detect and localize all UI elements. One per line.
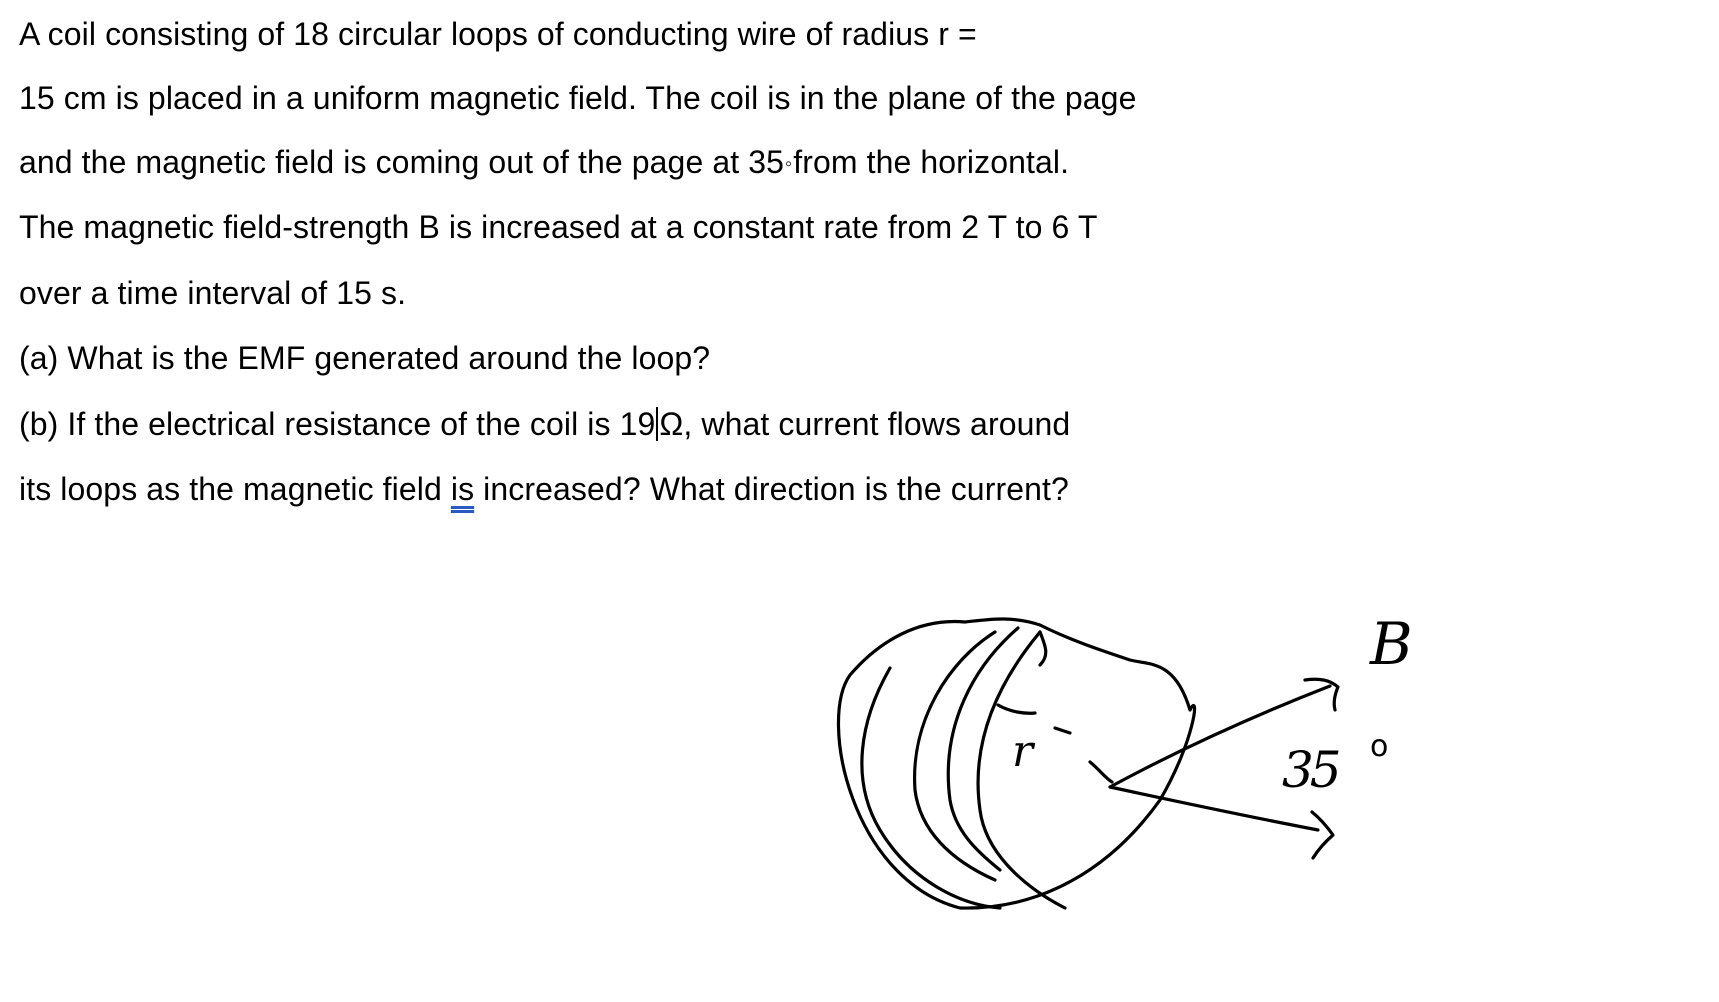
problem-text-1: A coil consisting of 18 circular loops of conducting wire of radius r = bbox=[19, 16, 977, 52]
grammar-flagged-word[interactable]: is bbox=[450, 471, 475, 507]
angle-label: 35 bbox=[1282, 741, 1338, 799]
angle-degree-label: o bbox=[1370, 729, 1389, 764]
question-b-text-3: its loops as the magnetic field bbox=[19, 471, 451, 507]
problem-text-2: 15 cm is placed in a uniform magnetic field. The coil is in the plane of the page bbox=[19, 80, 1137, 116]
question-b-text-4: increased? What direction is the current? bbox=[474, 471, 1069, 507]
problem-text-4: The magnetic field-strength B is increased at a constant rate from 2 T to 6 T bbox=[19, 209, 1098, 245]
question-b-text-1: (b) If the electrical resistance of the coil is 19 bbox=[19, 406, 656, 442]
problem-text-3a: and the magnetic field is coming out of the page at 35 bbox=[19, 144, 785, 180]
problem-text-3b: from the horizontal. bbox=[793, 144, 1070, 180]
question-a-text: (a) What is the EMF generated around the loop? bbox=[19, 340, 711, 376]
horizontal-arrowhead bbox=[1312, 812, 1333, 858]
problem-text-5: over a time interval of 15 s. bbox=[19, 275, 407, 311]
field-label-b: B bbox=[1370, 610, 1413, 678]
radius-label: r bbox=[1012, 726, 1034, 777]
degree-symbol: ◦ bbox=[785, 153, 793, 175]
question-b-text-2: Ω, what current flows around bbox=[659, 406, 1071, 442]
